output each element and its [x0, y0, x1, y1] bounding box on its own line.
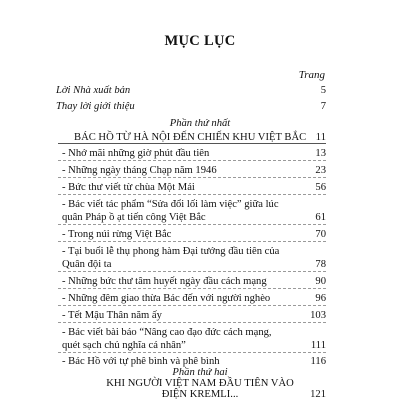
row-divider	[58, 305, 326, 306]
toc-item-page: 78	[315, 259, 326, 270]
part-heading-page: 121	[310, 389, 326, 400]
toc-item: - Những ngày tháng Chạp năm 1946	[62, 165, 217, 176]
toc-item-page: 13	[315, 148, 326, 159]
part-heading-page: 11	[315, 132, 326, 143]
toc-item: - Bác Hồ với tự phê bình và phê bình	[62, 356, 220, 367]
page-title: MỤC LỤC	[164, 33, 236, 49]
toc-item: - Bức thư viết từ chùa Một Mái	[62, 182, 195, 193]
toc-item: - Những đêm giao thừa Bác đến với người nghèo	[62, 293, 271, 304]
toc-item-continuation: quét sạch chủ nghĩa cá nhân”	[62, 340, 186, 351]
toc-item-page: 56	[315, 182, 326, 193]
toc-item-page: 70	[315, 229, 326, 240]
toc-entry-publisher-note: Lời Nhà xuất bản	[56, 85, 131, 96]
toc-item: - Trong núi rừng Việt Bắc	[62, 229, 172, 240]
toc-entry-page: 5	[320, 85, 326, 96]
row-divider	[58, 177, 326, 178]
row-divider	[58, 322, 326, 323]
toc-item: - Bác viết bài báo “Nâng cao đạo đức cách mạng,	[62, 327, 272, 338]
toc-item-page: 90	[315, 276, 326, 287]
row-divider	[58, 271, 326, 272]
toc-item: - Bác viết tác phẩm “Sửa đổi lối làm việc” giữa lúc	[62, 199, 279, 210]
toc-item-page: 111	[310, 340, 326, 351]
toc-item: - Tại buổi lễ thụ phong hàm Đại tướng đầu tiên của	[62, 246, 280, 257]
part-heading: BÁC HỒ TỪ HÀ NỘI ĐẾN CHIẾN KHU VIỆT BẮC	[74, 132, 307, 143]
row-divider	[58, 241, 326, 242]
toc-item-page: 116	[310, 356, 326, 367]
row-divider	[58, 160, 326, 161]
toc-entry-introduction: Thay lời giới thiệu	[56, 101, 135, 112]
toc-item: - Những bức thư tâm huyết ngày đầu cách mạng	[62, 276, 267, 287]
toc-item-page: 23	[315, 165, 326, 176]
part-label: Phần thứ hai	[172, 367, 228, 378]
row-divider	[58, 224, 326, 225]
part-heading: KHI NGƯỜI VIỆT NAM ĐẦU TIÊN VÀO	[106, 378, 294, 389]
part-label: Phần thứ nhất	[169, 118, 231, 129]
page-column-header: Trang	[298, 69, 325, 81]
row-divider	[58, 352, 326, 353]
toc-item: - Nhớ mãi những giờ phút đầu tiên	[62, 148, 210, 159]
row-divider	[58, 194, 326, 195]
toc-item-page: 96	[315, 293, 326, 304]
toc-item-continuation: Quân đội ta	[62, 259, 112, 270]
row-divider	[58, 288, 326, 289]
toc-item-page: 103	[310, 310, 326, 321]
part-heading-rule	[58, 143, 326, 144]
part-heading-continuation: ĐIỆN KREMLI...	[161, 389, 239, 400]
toc-entry-page: 7	[320, 101, 326, 112]
toc-item-page: 61	[315, 212, 326, 223]
toc-item: - Tết Mậu Thân năm ấy	[62, 310, 162, 321]
toc-item-continuation: quân Pháp ồ ạt tiến công Việt Bắc	[62, 212, 206, 223]
